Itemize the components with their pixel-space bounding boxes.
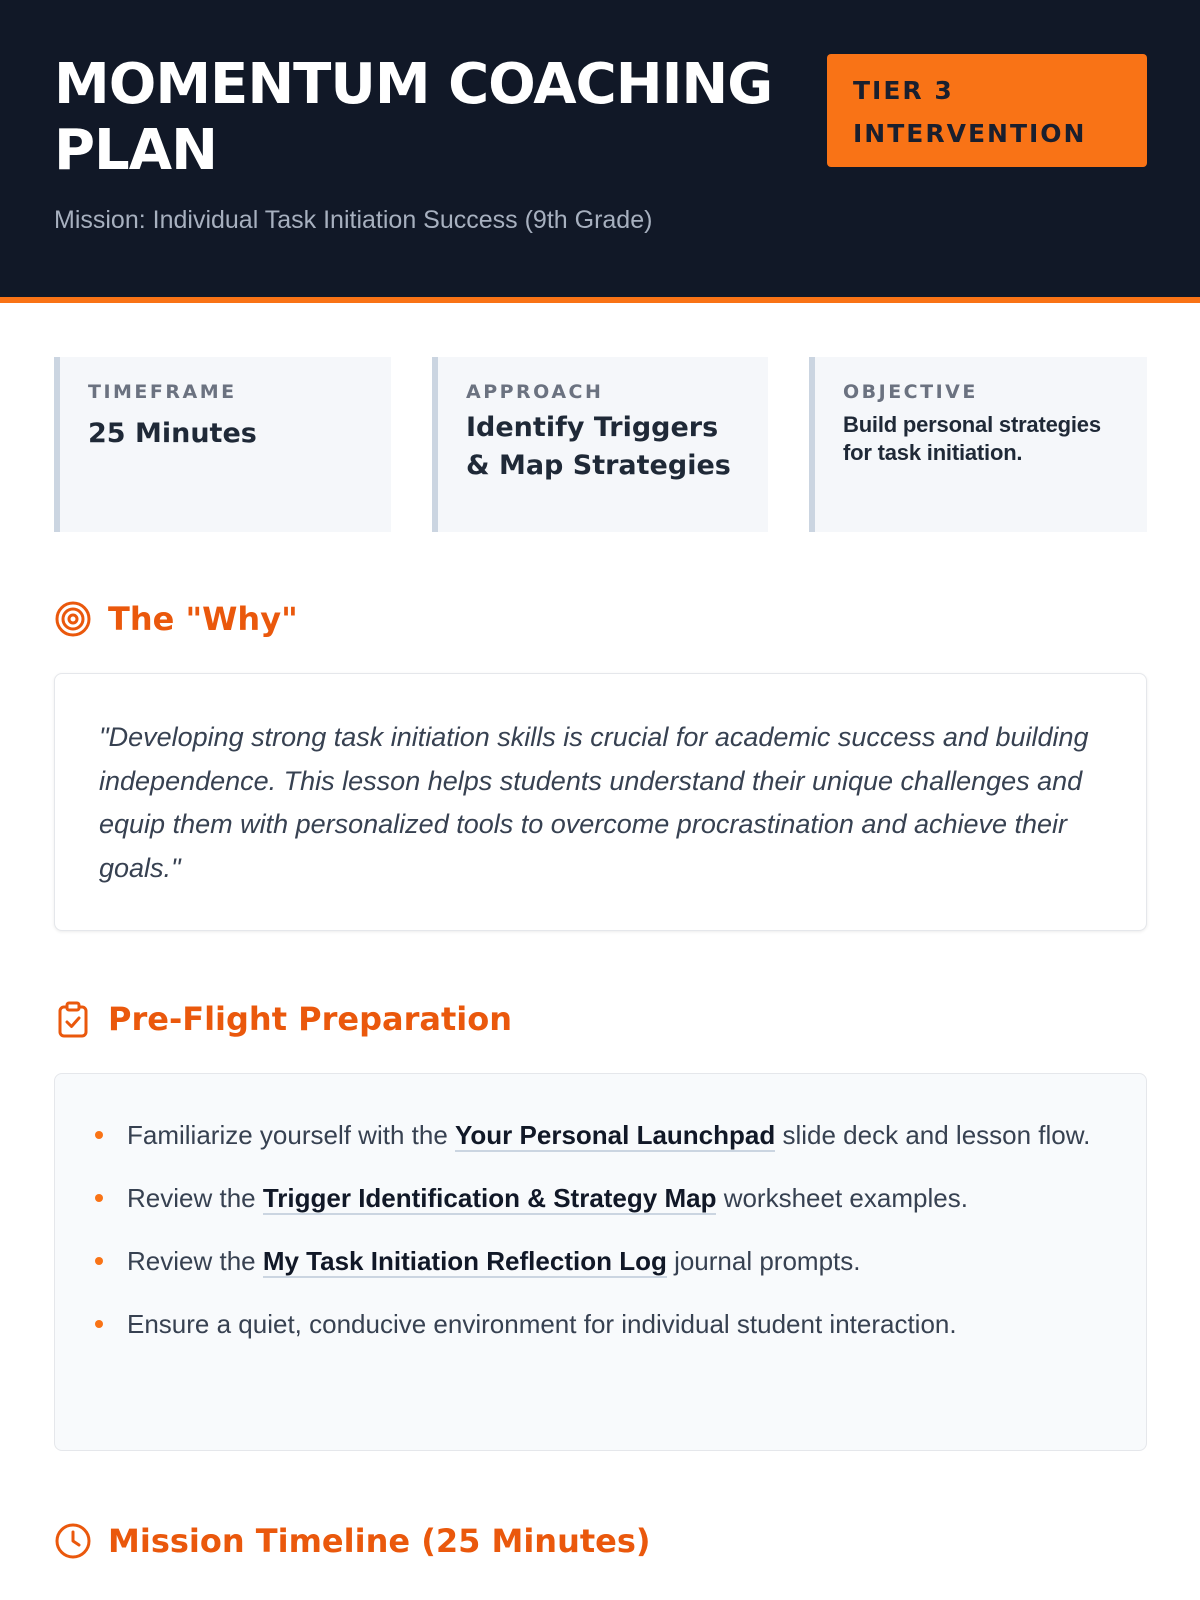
card-value: Identify Triggers & Map Strategies bbox=[466, 412, 731, 481]
page-header bbox=[0, 0, 1200, 303]
item-text: Review the bbox=[127, 1246, 263, 1276]
list-item bbox=[95, 1240, 1106, 1283]
prep-list-box bbox=[54, 1073, 1147, 1451]
bullet-icon bbox=[95, 1257, 103, 1265]
why-quote-box bbox=[54, 673, 1147, 931]
card-approach bbox=[432, 357, 768, 532]
section-why-title bbox=[54, 600, 298, 638]
item-text: Familiarize yourself with the bbox=[127, 1120, 455, 1150]
card-objective bbox=[809, 357, 1147, 532]
resource-link-reflection-log[interactable]: My Task Initiation Reflection Log bbox=[262, 1246, 667, 1276]
card-value: 25 Minutes bbox=[88, 418, 257, 449]
card-label: APPROACH bbox=[466, 381, 604, 403]
clipboard-check-icon bbox=[54, 1000, 92, 1038]
page-title: MOMENTUM COACHING PLAN bbox=[54, 52, 773, 183]
section-prep-label: Pre-Flight Preparation bbox=[108, 1000, 512, 1038]
section-timeline-title bbox=[54, 1522, 651, 1560]
resource-link-strategy-map[interactable]: Trigger Identification & Strategy Map bbox=[262, 1183, 717, 1213]
why-quote: "Developing strong task initiation skills is crucial for academic success and building independence. This lesson helps students understand their unique challenges and equip them with personalized tools to overcome procrastination and achieve their goals." bbox=[99, 722, 1089, 883]
list-item bbox=[95, 1177, 1106, 1220]
info-cards bbox=[54, 357, 1147, 532]
page-subtitle: Mission: Individual Task Initiation Success (9th Grade) bbox=[54, 206, 653, 234]
card-label: OBJECTIVE bbox=[843, 381, 978, 403]
tier-badge: TIER 3 INTERVENTION bbox=[827, 54, 1147, 167]
section-timeline-label: Mission Timeline (25 Minutes) bbox=[108, 1522, 651, 1560]
bullet-icon bbox=[95, 1194, 103, 1202]
target-icon bbox=[54, 600, 92, 638]
card-value: Build personal strategies for task initiation. bbox=[843, 412, 1101, 465]
section-why-label: The "Why" bbox=[108, 600, 298, 638]
section-prep-title bbox=[54, 1000, 512, 1038]
bullet-icon bbox=[95, 1131, 103, 1139]
item-text: journal prompts. bbox=[666, 1246, 861, 1276]
list-item bbox=[95, 1114, 1106, 1157]
card-timeframe bbox=[54, 357, 391, 532]
bullet-icon bbox=[95, 1320, 103, 1328]
item-text: Review the bbox=[127, 1183, 263, 1213]
item-text: slide deck and lesson flow. bbox=[775, 1120, 1091, 1150]
item-text: worksheet examples. bbox=[716, 1183, 968, 1213]
resource-link-launchpad[interactable]: Your Personal Launchpad bbox=[455, 1120, 776, 1150]
list-item bbox=[95, 1303, 1106, 1346]
clock-icon bbox=[54, 1522, 92, 1560]
card-label: TIMEFRAME bbox=[88, 381, 237, 403]
item-text: Ensure a quiet, conducive environment for individual student interaction. bbox=[127, 1309, 957, 1339]
